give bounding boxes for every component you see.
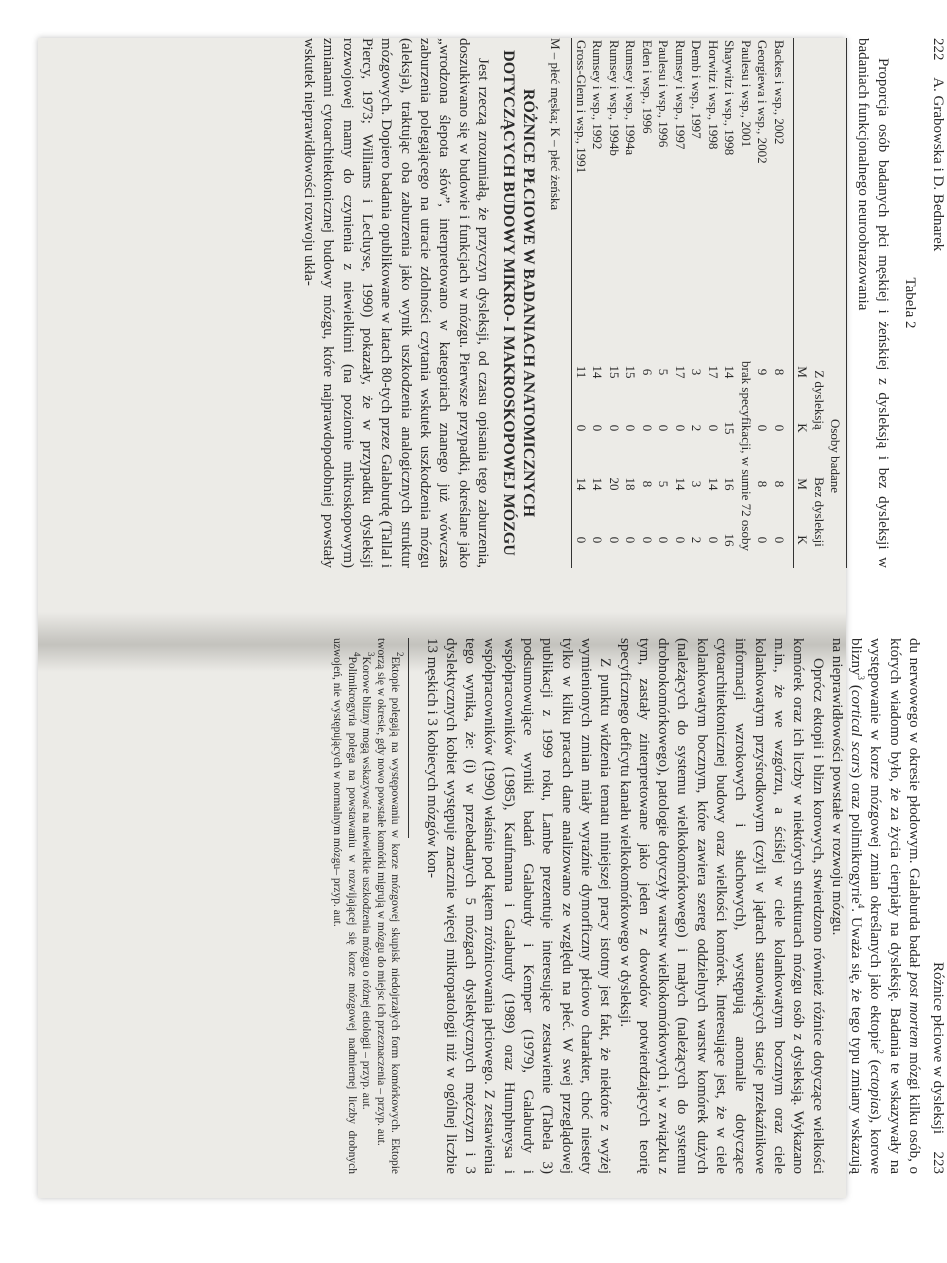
table-header-without-dyslexia: Bez dysleksji bbox=[811, 477, 827, 547]
table-note: M – płeć męska; K – płeć żeńska bbox=[548, 38, 564, 211]
table-row: Eden i wsp., 1996 6 0 8 0 bbox=[639, 40, 655, 544]
table-row: Paulesu i wsp., 1996 5 0 5 0 bbox=[656, 40, 672, 544]
right-running-title: Różnice płciowe w dysleksji bbox=[930, 961, 946, 1134]
table-description: Proporcja osób badanych płci męskiej i żeńskiej z dysleksją i bez dysleksji w badaniach funkcjonalnego neuroobrazowania bbox=[855, 38, 891, 568]
left-running-title: A. Grabowska i D. Bednarek bbox=[930, 77, 946, 252]
table-row: Paulesu i wsp., 2001 brak specyfikacji, w sumie 72 osoby bbox=[738, 40, 754, 551]
table-header-k1: K bbox=[795, 423, 811, 433]
table-row: Rumsey i wsp., 1997 17 0 14 0 bbox=[672, 40, 688, 544]
table-row: Gross-Glenn i wsp., 1991 11 0 14 0 bbox=[572, 38, 589, 568]
table-row: Georgiewa i wsp., 2002 9 0 8 0 bbox=[755, 40, 771, 544]
table-header-participants: Osoby badane bbox=[828, 418, 844, 493]
right-paragraph-1: du nerwowego w okresie płodowym. Galaburda badał post mortem mózgi kilku osób, o których wiadomo było, że za życia cierpiały na dysleksję. Badania te wskazywały na występowanie w korze mózgowej zmian określanych jako ektopie$^2$ (ectopias), korowe blizny$^3$ (cortical scars) oraz polimikrogyrie$^4$. Uważa się, że tego typu zmiany wskazują na nieprawidłowości powstałe w rozwoju mózgu. bbox=[828, 638, 922, 1174]
rotated-spread bbox=[139, 38, 947, 1178]
left-page bbox=[301, 38, 947, 568]
table-header-with-dyslexia: Z dysleksją bbox=[811, 370, 827, 430]
table-row: Rumsey i wsp., 1994a 15 0 18 0 bbox=[623, 40, 639, 544]
table-header-m1: M bbox=[795, 366, 811, 378]
left-paragraph-1: Jest rzeczą zrozumiałą, że przyczyn dysleksji, od czasu opisania tego zaburzenia, doszukiwano się w budowie i funkcjach w mózgu. Pierwsze przypadki, określane jako „wrodzona ślepota słów”, interpretowano w kategoriach znanego już wówczas zaburzenia polegającego na utracie zdolności czytania wskutek uszkodzenia mózgu (aleksja), traktując oba zaburzenia jako wynik uszkodzenia analogicznych struktur mózgowych. Dopiero badania opublikowane w latach 80-tych przez Galaburdę (Tallal i Piercy, 1973; Williams i Lecluyse, 1990) pokazały, że w przypadku dysleksji rozwojowej mamy do czynienia z niewielkimi (na poziomie mikroskopowym) zmianami cytoarchitektonicznej budowy mózgu, które najprawdopodobniej powstały wskutek nieprawidłowości rozwoju ukła- bbox=[301, 38, 491, 568]
right-page bbox=[327, 638, 947, 1174]
section-heading: RÓŻNICE PŁCIOWE W BADANIACH ANATOMICZNYCH DOTYCZĄCYCH BUDOWY MIKRO- I MAKROSKOPOWEJ MÓZGU bbox=[499, 50, 537, 556]
table-header-m2: M bbox=[795, 478, 811, 490]
participants-table bbox=[571, 38, 847, 568]
table-row: Horwitz i wsp., 1998 17 0 14 0 bbox=[705, 40, 721, 544]
table-row: Demb i wsp., 1997 3 2 3 2 bbox=[689, 40, 705, 544]
footnote-4: $^4$Polimikrogyria polega na powstawaniu w rozwijającej się korze mózgowej nadmiernej liczby drobnych uzwojeń, nie występujących w normalnym mózgu– przyp. aut. bbox=[331, 638, 362, 1174]
table-row: Shaywitz i wsp., 1998 14 15 16 16 bbox=[722, 40, 738, 547]
right-running-head bbox=[923, 638, 947, 1174]
right-paragraph-2: Oprócz ektopii i blizn korowych, stwierdzono również różnice dotyczące wielkości komórek oraz ich liczby w niektórych strukturach mózgu osób z dysleksją. Wykazano m.in., że we wzgórzu, a ściślej w ciele kolankowatym bocznym oraz ciele kolankowatym przyśrodkowym (czyli w jądrach stanowiących stacje przekaźnikowe informacji wzrokowych i słuchowych), występują anomalie dotyczące cytoarchitektonicznej budowy oraz wielkości komórek. Interesujące jest, że w ciele kolankowatym bocznym, które zawiera szereg oddzielnych warstw komórek dużych (należących do systemu wielkokomórkowego) i małych (należących do systemu drobnokomórkowego), patologie dotyczyły warstw wielkokomórkowych i, w związku z tym, zastały zinterpretowane jako jeden z dowodów potwierdzających teorię specyficznego deficytu kanału wielkokomórkowego w dysleksji. bbox=[616, 638, 826, 1174]
left-page-number: 222 bbox=[930, 38, 946, 61]
right-page-number: 223 bbox=[930, 1151, 946, 1174]
scanned-book-spread bbox=[38, 38, 946, 1198]
left-running-head bbox=[923, 38, 947, 568]
table-row: Rumsey i wsp., 1994b 15 0 20 0 bbox=[606, 40, 622, 544]
table-caption: Tabela 2 bbox=[902, 277, 918, 329]
footnote-2: $^2$Ektopie polegają na występowaniu w korze mózgowej skupisk niedojrzałych form komórkowych. Ektopie tworzą się w okresie, gdy nowo powstałe komórki migrują w mózgu do miejsc ich przeznaczenia – przyp. aut. bbox=[374, 638, 406, 1174]
right-paragraph-3: Z punktu widzenia tematu niniejszej pracy istotny jest fakt, że niektóre z wyżej wymienionych zmian miały wyraźnie dymorficzny płciowo charakter, choć niestety tylko w kilku pracach dane analizowano ze względu na płeć. W swej przeglądowej publikacji z 1999 roku, Lambe prezentuje interesujące zestawienie (Tabela 3) podsumowujące wyniki badań Galaburdy i Kemper (1979), Galaburdy i współpracowników (1985), Kaufmanna i Galaburdy (1989) oraz Humphreysa i współpracowników (1990) właśnie pod kątem zróżnicowania płciowego. Z zestawienia tego wynika, że: (i) w przebadanych 5 mózgach dyslektycznych mężczyzn i 3 dyslektycznych kobiet występuje znacznie więcej mikropatologii niż w ogólnej liczbie 13 męskich i 3 kobiecych mózgów kon- bbox=[423, 638, 614, 1174]
footnote-3: $^3$Korowe blizny mogą wskazywać na niewielkie uszkodzenia mózgu o różnej etiologii – przyp. aut. bbox=[360, 652, 377, 1110]
table-row: Backes i wsp., 2002 8 0 8 0 bbox=[771, 40, 787, 544]
footnote-rule bbox=[408, 638, 409, 838]
table-header-k2: K bbox=[795, 535, 811, 545]
table-row: Rumsey i wsp., 1992 14 0 14 0 bbox=[590, 40, 606, 544]
